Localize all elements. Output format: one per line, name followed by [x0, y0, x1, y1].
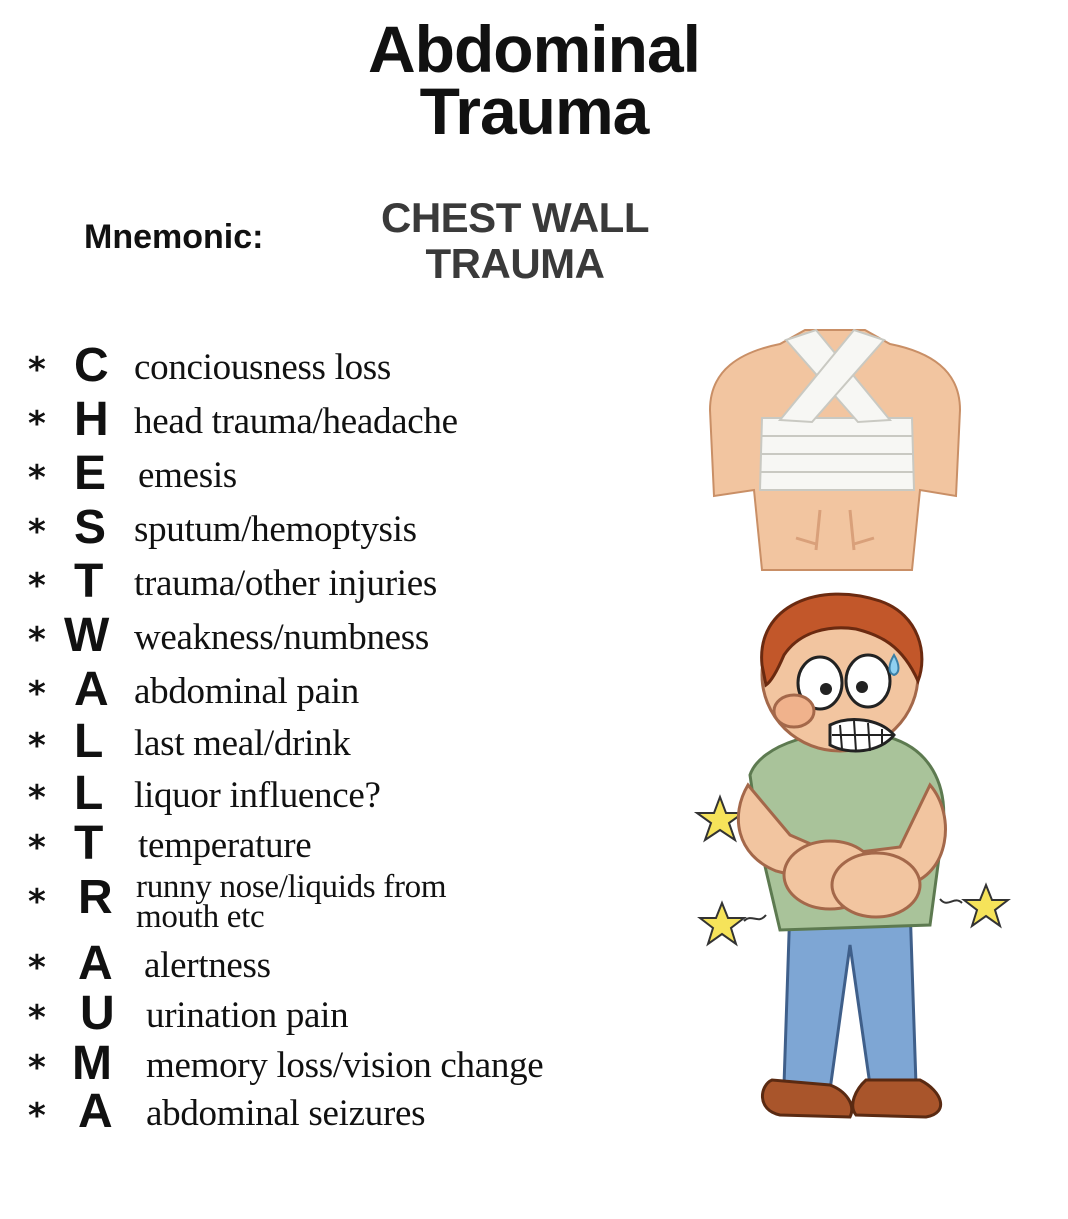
item-letter: L — [74, 767, 104, 820]
item-text: emesis — [138, 455, 237, 496]
item-letter: R — [78, 871, 113, 924]
bullet-star-icon: * — [28, 620, 46, 660]
bullet-star-icon: * — [28, 674, 46, 714]
item-text-line-1: runny nose/liquids from — [136, 869, 447, 905]
item-text: alertness — [144, 945, 271, 986]
item-text: abdominal pain — [134, 671, 359, 712]
stomach-pain-man-illustration-icon — [680, 585, 1020, 1145]
bullet-star-icon: * — [28, 998, 46, 1038]
title-line-1: Abdominal — [368, 12, 700, 86]
item-text: liquor influence? — [134, 775, 381, 816]
item-letter: C — [74, 339, 109, 392]
bullet-star-icon: * — [28, 350, 46, 390]
item-letter: S — [74, 501, 107, 554]
bullet-star-icon: * — [28, 512, 46, 552]
item-letter: T — [74, 555, 104, 608]
bullet-star-icon: * — [28, 1096, 46, 1136]
item-text-line-2: mouth etc — [136, 899, 265, 935]
item-text: last meal/drink — [134, 723, 351, 764]
bullet-star-icon: * — [28, 726, 46, 766]
item-text: sputum/hemoptysis — [134, 509, 417, 550]
bullet-star-icon: * — [28, 404, 46, 444]
title-line-2: Trauma — [419, 74, 649, 148]
item-text: temperature — [138, 825, 312, 866]
item-letter: M — [72, 1037, 112, 1090]
item-text: head trauma/headache — [134, 401, 458, 442]
item-text: trauma/other injuries — [134, 563, 437, 604]
bullet-star-icon: * — [28, 828, 46, 868]
bullet-star-icon: * — [28, 948, 46, 988]
item-letter: A — [78, 1085, 113, 1138]
item-letter: A — [78, 937, 113, 990]
item-text: weakness/numbness — [134, 617, 429, 658]
bullet-star-icon: * — [28, 1048, 46, 1088]
item-letter: H — [74, 393, 109, 446]
item-letter: W — [64, 609, 110, 662]
bullet-star-icon: * — [28, 566, 46, 606]
item-letter: L — [74, 715, 104, 768]
mnemonic-line-1: CHEST WALL — [381, 194, 649, 241]
item-letter: U — [80, 987, 115, 1040]
bullet-star-icon: * — [28, 778, 46, 818]
bandaged-chest-illustration-icon — [700, 300, 970, 580]
item-letter: E — [74, 447, 107, 500]
item-text: memory loss/vision change — [146, 1045, 544, 1086]
item-text — [136, 869, 447, 935]
item-letter: T — [74, 817, 104, 870]
item-text: urination pain — [146, 995, 349, 1036]
item-letter: A — [74, 663, 109, 716]
item-text: conciousness loss — [134, 347, 391, 388]
bullet-star-icon: * — [28, 458, 46, 498]
bullet-star-icon: * — [28, 882, 46, 922]
mnemonic-line-2: TRAUMA — [425, 240, 605, 287]
item-text: abdominal seizures — [146, 1093, 426, 1134]
mnemonic-word — [340, 195, 690, 287]
mnemonic-label: Mnemonic: — [84, 218, 264, 256]
page-title — [0, 12, 1068, 148]
